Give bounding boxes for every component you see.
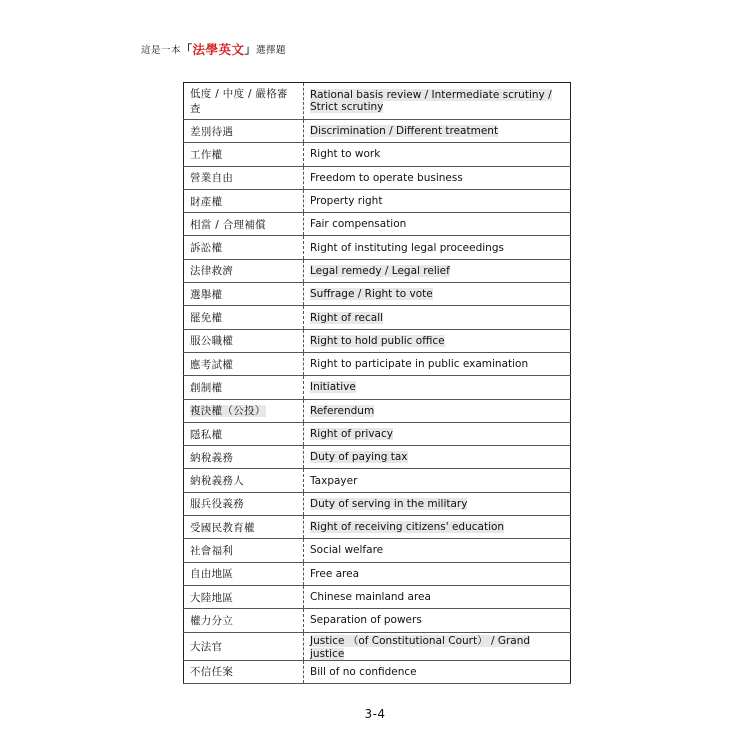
chinese-term-cell (184, 306, 304, 329)
english-term: Suffrage / Right to vote (310, 288, 433, 301)
english-term: Right of privacy (310, 428, 393, 440)
header-suffix: 選擇題 (256, 45, 287, 56)
chinese-term: 自由地區 (190, 568, 234, 581)
english-term: Discrimination / Different treatment (310, 125, 499, 138)
glossary-row (184, 189, 571, 212)
chinese-term-cell (184, 609, 304, 632)
header-book-title: 法學英文 (192, 42, 245, 57)
chinese-term: 隱私權 (190, 428, 223, 441)
chinese-term: 應考試權 (190, 358, 234, 371)
english-term: Justice （of Constitutional Court） / Grand justice (310, 634, 531, 660)
chinese-term-cell (184, 446, 304, 469)
glossary-row (184, 539, 571, 562)
english-term-cell (304, 166, 571, 189)
english-term-cell (304, 189, 571, 212)
english-term: Chinese mainland area (310, 591, 431, 604)
chinese-term-cell (184, 352, 304, 375)
glossary-row (184, 399, 571, 422)
glossary-row (184, 213, 571, 236)
english-term: Freedom to operate business (310, 171, 463, 184)
english-term-cell (304, 352, 571, 375)
header-close-bracket: 」 (244, 43, 257, 56)
chinese-term-cell (184, 213, 304, 236)
english-term: Property right (310, 195, 383, 208)
glossary-row (184, 376, 571, 399)
english-term-cell (304, 306, 571, 329)
english-term-cell (304, 213, 571, 236)
english-term-cell (304, 516, 571, 539)
chinese-term: 受國民教育權 (190, 521, 255, 534)
glossary-row (184, 469, 571, 492)
glossary-row (184, 306, 571, 329)
chinese-term-cell (184, 492, 304, 515)
glossary-row (184, 516, 571, 539)
english-term-cell (304, 376, 571, 399)
chinese-term: 工作權 (190, 148, 223, 161)
english-term-cell (304, 143, 571, 166)
english-term: Right to hold public office (310, 334, 445, 347)
chinese-term: 納稅義務人 (190, 475, 244, 488)
chinese-term: 複決權（公投） (190, 405, 266, 418)
chinese-term: 服兵役義務 (190, 498, 244, 511)
glossary-row (184, 143, 571, 166)
chinese-term: 納稅義務 (190, 451, 234, 464)
english-term-cell (304, 539, 571, 562)
chinese-term: 法律救濟 (190, 265, 234, 278)
glossary-row (184, 166, 571, 189)
glossary-table (183, 82, 571, 684)
english-term: Referendum (310, 404, 375, 417)
glossary-row (184, 492, 571, 515)
english-term: Right to work (310, 148, 381, 161)
english-term: Right of recall (310, 311, 384, 324)
english-term: Duty of serving in the military (310, 497, 468, 510)
english-term: Free area (310, 567, 360, 580)
header-prefix: 這是一本 (141, 45, 182, 56)
chinese-term: 不信任案 (190, 666, 234, 679)
glossary-row (184, 632, 571, 660)
chinese-term: 差別待遇 (190, 125, 234, 138)
chinese-term-cell (184, 376, 304, 399)
english-term-cell (304, 422, 571, 445)
glossary-row (184, 660, 571, 683)
glossary-row (184, 236, 571, 259)
english-term: Right to participate in public examination (310, 358, 529, 371)
english-term: Separation of powers (310, 614, 422, 627)
chinese-term: 營業自由 (190, 172, 234, 185)
chinese-term-cell (184, 469, 304, 492)
chinese-term-cell (184, 189, 304, 212)
glossary-row (184, 609, 571, 632)
chinese-term: 財產權 (190, 195, 223, 208)
english-term: Fair compensation (310, 218, 407, 231)
english-term: Right of instituting legal proceedings (310, 241, 504, 254)
running-header (141, 40, 286, 58)
chinese-term-cell (184, 585, 304, 608)
chinese-term: 大法官 (190, 640, 223, 653)
chinese-term-cell (184, 83, 304, 120)
chinese-term-cell (184, 259, 304, 282)
english-term-cell (304, 446, 571, 469)
english-term-cell (304, 283, 571, 306)
english-term: Social welfare (310, 544, 384, 557)
english-term-cell (304, 236, 571, 259)
glossary-row (184, 283, 571, 306)
english-term-cell (304, 632, 571, 660)
english-term-cell (304, 120, 571, 143)
chinese-term: 訴訟權 (190, 242, 223, 255)
glossary-row (184, 329, 571, 352)
english-term-cell (304, 562, 571, 585)
chinese-term: 相當 / 合理補償 (190, 218, 266, 231)
chinese-term-cell (184, 660, 304, 683)
english-term: Bill of no confidence (310, 665, 417, 678)
glossary-row (184, 352, 571, 375)
glossary-row (184, 446, 571, 469)
chinese-term: 選舉權 (190, 288, 223, 301)
chinese-term-cell (184, 399, 304, 422)
english-term-cell (304, 399, 571, 422)
english-term-cell (304, 259, 571, 282)
english-term-cell (304, 329, 571, 352)
english-term-cell (304, 585, 571, 608)
glossary-row (184, 422, 571, 445)
chinese-term: 權力分立 (190, 614, 234, 627)
chinese-term: 低度 / 中度 / 嚴格審查 (190, 88, 288, 115)
chinese-term-cell (184, 632, 304, 660)
chinese-term-cell (184, 236, 304, 259)
english-term: Legal remedy / Legal relief (310, 264, 450, 277)
english-term-cell (304, 609, 571, 632)
chinese-term-cell (184, 329, 304, 352)
chinese-term-cell (184, 539, 304, 562)
chinese-term: 大陸地區 (190, 591, 234, 604)
glossary-row (184, 83, 571, 120)
chinese-term-cell (184, 562, 304, 585)
chinese-term-cell (184, 422, 304, 445)
english-term-cell (304, 469, 571, 492)
english-term-cell (304, 492, 571, 515)
chinese-term: 服公職權 (190, 335, 234, 348)
english-term: Right of receiving citizens' education (310, 521, 505, 534)
chinese-term-cell (184, 120, 304, 143)
english-term-cell (304, 83, 571, 120)
chinese-term: 社會福利 (190, 544, 234, 557)
glossary-row (184, 562, 571, 585)
chinese-term-cell (184, 143, 304, 166)
glossary-row (184, 585, 571, 608)
english-term: Duty of paying tax (310, 451, 408, 464)
glossary-row (184, 120, 571, 143)
glossary-row (184, 259, 571, 282)
english-term: Initiative (310, 381, 356, 394)
page-number: 3-4 (364, 707, 386, 721)
chinese-term-cell (184, 516, 304, 539)
header-open-bracket: 「 (181, 43, 193, 56)
english-term-cell (304, 660, 571, 683)
english-term: Rational basis review / Intermediate scrutiny / Strict scrutiny (310, 89, 552, 113)
chinese-term-cell (184, 283, 304, 306)
chinese-term: 罷免權 (190, 312, 223, 325)
chinese-term: 創制權 (190, 381, 223, 394)
english-term: Taxpayer (310, 474, 358, 487)
chinese-term-cell (184, 166, 304, 189)
